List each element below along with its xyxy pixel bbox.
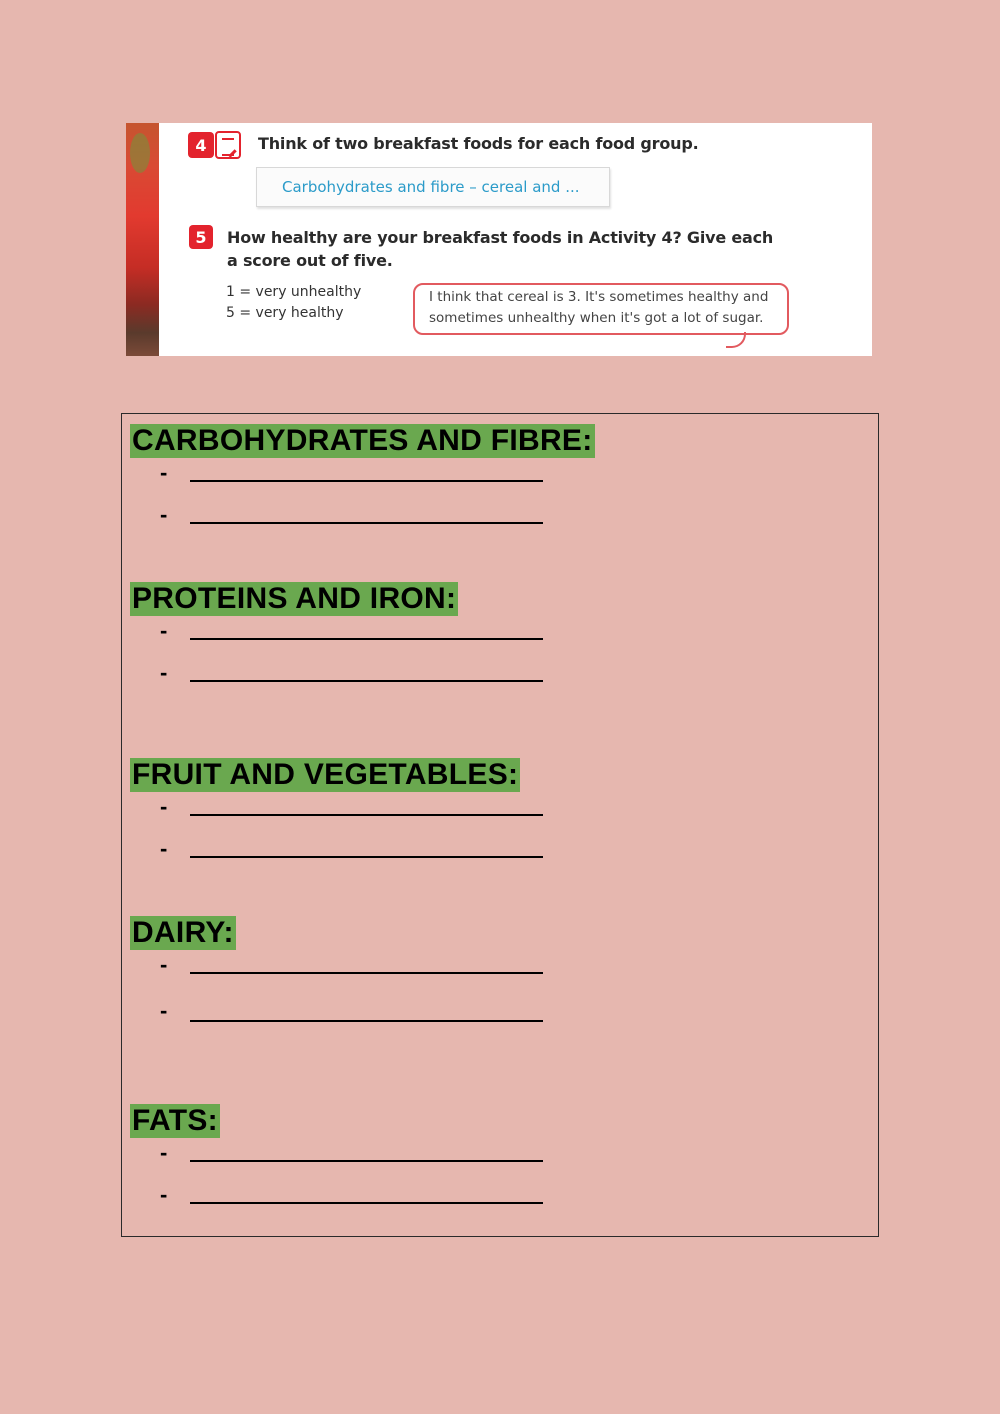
food-group-fats xyxy=(130,1104,220,1222)
scale-low-label: 1 = very unhealthy xyxy=(226,284,362,300)
speech-bubble-tail xyxy=(726,332,746,348)
bullet-dash: - xyxy=(160,998,168,1023)
food-group-fruit-vegetables xyxy=(130,758,520,876)
activity-5-badge: 5 xyxy=(189,225,213,249)
group-heading: PROTEINS AND IRON: xyxy=(132,582,457,615)
answer-blank[interactable] xyxy=(190,1202,543,1204)
activity-4-instruction: Think of two breakfast foods for each food group. xyxy=(258,134,699,153)
example-answer-box xyxy=(256,167,610,207)
answer-row xyxy=(130,1138,220,1180)
speech-line-2: sometimes unhealthy when it's got a lot of sugar. xyxy=(429,310,764,326)
activity-5-question-line1: How healthy are your breakfast foods in Activity 4? Give each xyxy=(227,228,774,247)
worksheet-box xyxy=(121,413,879,1237)
bullet-dash: - xyxy=(160,502,168,527)
bullet-dash: - xyxy=(160,618,168,643)
bullet-dash: - xyxy=(160,1182,168,1207)
bullet-dash: - xyxy=(160,794,168,819)
answer-row xyxy=(130,658,458,700)
bullet-dash: - xyxy=(160,836,168,861)
answer-blank[interactable] xyxy=(190,856,543,858)
bullet-dash: - xyxy=(160,460,168,485)
answer-row xyxy=(130,792,520,834)
answer-row xyxy=(130,616,458,658)
bullet-dash: - xyxy=(160,1140,168,1165)
answer-blank[interactable] xyxy=(190,1160,543,1162)
bullet-dash: - xyxy=(160,952,168,977)
food-group-proteins xyxy=(130,582,458,700)
bullet-dash: - xyxy=(160,660,168,685)
textbook-excerpt xyxy=(126,123,872,356)
scale-high-label: 5 = very healthy xyxy=(226,305,344,321)
answer-row xyxy=(130,950,236,992)
activity-5-question-line2: a score out of five. xyxy=(227,251,393,270)
answer-blank[interactable] xyxy=(190,1020,543,1022)
food-photo-strip xyxy=(126,123,159,356)
answer-blank[interactable] xyxy=(190,522,543,524)
group-heading: FRUIT AND VEGETABLES: xyxy=(132,758,519,791)
speech-line-1: I think that cereal is 3. It's sometimes healthy and xyxy=(429,289,769,305)
answer-blank[interactable] xyxy=(190,680,543,682)
food-group-carbohydrates xyxy=(130,424,595,542)
answer-row xyxy=(130,992,236,1040)
group-heading: CARBOHYDRATES AND FIBRE: xyxy=(132,424,593,457)
answer-blank[interactable] xyxy=(190,638,543,640)
notebook-write-icon xyxy=(215,131,241,159)
answer-blank[interactable] xyxy=(190,480,543,482)
food-group-dairy xyxy=(130,916,236,1040)
answer-row xyxy=(130,834,520,876)
answer-row xyxy=(130,500,595,542)
speech-bubble xyxy=(413,283,789,335)
answer-row xyxy=(130,458,595,500)
answer-blank[interactable] xyxy=(190,814,543,816)
answer-row xyxy=(130,1180,220,1222)
activity-4-badge: 4 xyxy=(188,132,214,158)
example-answer-text: Carbohydrates and fibre – cereal and ... xyxy=(282,178,580,196)
group-heading: DAIRY: xyxy=(132,916,234,949)
group-heading: FATS: xyxy=(132,1104,218,1137)
answer-blank[interactable] xyxy=(190,972,543,974)
